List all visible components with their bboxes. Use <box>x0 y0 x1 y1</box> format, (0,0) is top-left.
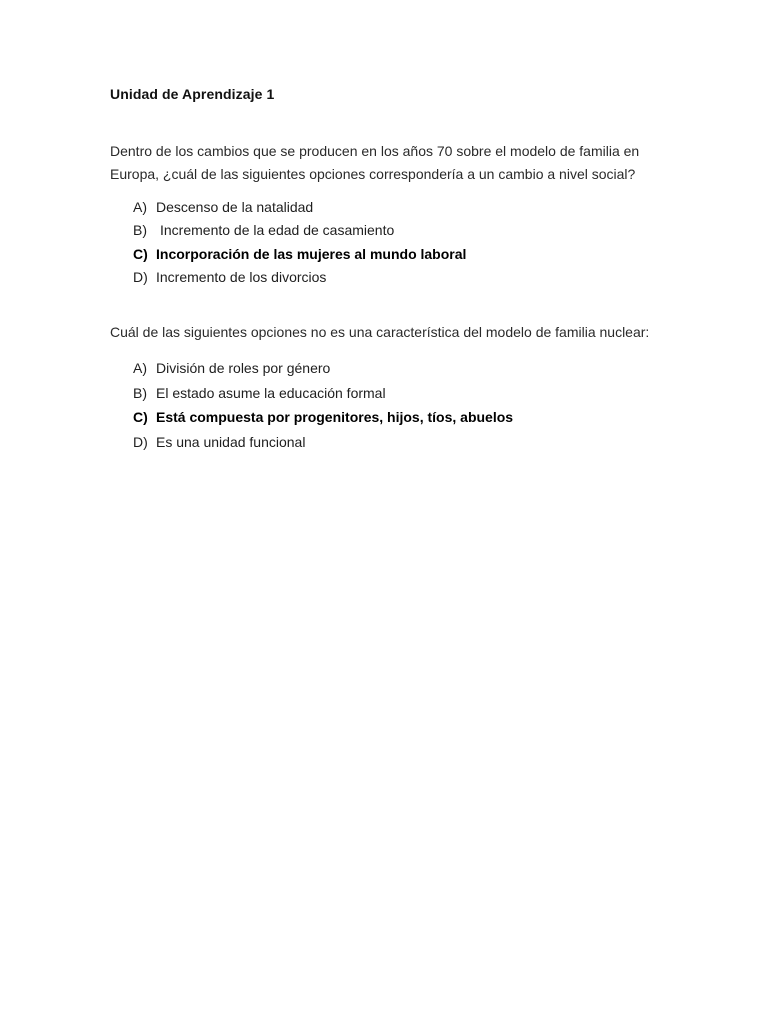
option-letter: A) <box>133 199 147 215</box>
option-text: Descenso de la natalidad <box>156 199 314 215</box>
option-item-correct <box>133 243 466 266</box>
option-letter: C) <box>133 245 148 262</box>
option-item <box>133 266 466 289</box>
option-letter: B) <box>133 384 147 401</box>
question-1-options <box>133 196 466 289</box>
option-item <box>133 196 466 219</box>
option-letter: C) <box>133 409 148 426</box>
option-letter: A) <box>133 360 147 376</box>
option-text: Es una unidad funcional <box>156 434 306 451</box>
question-2-text: Cuál de las siguientes opciones no es una característica del modelo de familia nuclear: <box>110 324 650 340</box>
option-item <box>133 430 513 455</box>
option-letter: D) <box>133 268 148 285</box>
option-text: División de roles por género <box>156 360 331 376</box>
option-item-correct <box>133 405 513 430</box>
option-letter: B) <box>133 222 147 239</box>
option-item <box>133 381 513 406</box>
option-text: Está compuesta por progenitores, hijos, tíos, abuelos <box>156 409 514 426</box>
option-item <box>133 219 466 242</box>
page-title: Unidad de Aprendizaje 1 <box>110 86 275 102</box>
option-item <box>133 356 513 381</box>
option-text: Incremento de la edad de casamiento <box>160 222 395 239</box>
option-text: El estado asume la educación formal <box>156 384 386 401</box>
question-1-text: Dentro de los cambios que se producen en los años 70 sobre el modelo de familia en Europa, ¿cuál de las siguientes opciones correspondería a un cambio a nivel social? <box>110 143 640 182</box>
question-2-options <box>133 356 513 455</box>
option-text: Incorporación de las mujeres al mundo laboral <box>156 245 467 262</box>
option-text: Incremento de los divorcios <box>156 268 327 285</box>
option-letter: D) <box>133 434 148 451</box>
